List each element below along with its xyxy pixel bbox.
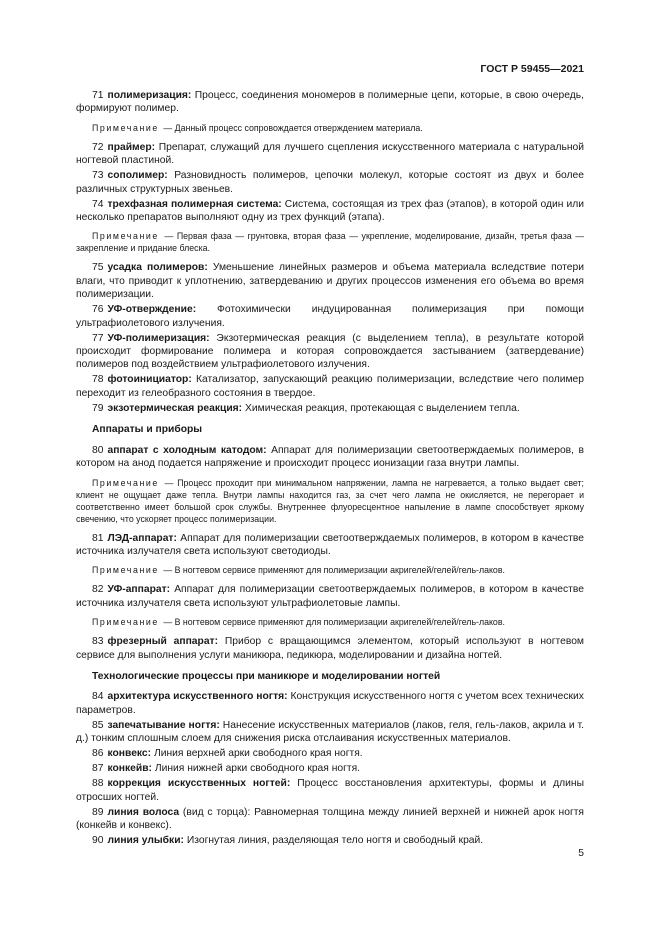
- term-number: 85: [92, 719, 104, 731]
- note-label: Примечание: [92, 477, 159, 488]
- term-name: усадка полимеров:: [107, 262, 208, 274]
- term-number: 71: [92, 90, 104, 101]
- term-name: УФ-полимеризация:: [107, 332, 210, 344]
- term-definition: Процесс восстановления архитектуры, формы и длины отросших ногтей.: [76, 778, 584, 803]
- note: [76, 616, 584, 628]
- term-entry: [76, 635, 584, 662]
- term-number: 83: [92, 636, 104, 648]
- note: [76, 230, 584, 254]
- term-entry: [76, 402, 584, 415]
- term-definition: Линия нижней арки свободного края ногтя.: [154, 763, 361, 775]
- note-text: — В ногтевом сервисе применяют для полимеризации акригелей/гелей/гель-лаков.: [163, 617, 505, 628]
- term-definition: Изогнутая линия, разделяющая тело ногтя и свободный край.: [186, 834, 484, 846]
- term-entry: [76, 198, 584, 225]
- term-entry: [76, 583, 584, 610]
- term-name: запечатывание ногтя:: [107, 719, 220, 731]
- section-heading: Аппараты и приборы: [92, 424, 203, 436]
- term-entry: [76, 834, 584, 847]
- term-entry: [76, 303, 584, 330]
- note-text: — В ногтевом сервисе применяют для полимеризации акригелей/гелей/гель-лаков.: [163, 565, 505, 576]
- term-definition: (вид с торца): Равномерная толщина между линией верхней и нижней арок ногтя (конкейв и конвекс).: [76, 806, 584, 831]
- term-name: трехфазная полимерная система:: [107, 198, 282, 210]
- term-number: 81: [92, 532, 104, 544]
- term-definition: Прибор с вращающимся элементом, который используют в ногтевом сервисе для выполнения услуги маникюра, педикюра, моделировании и дизайна ногтей.: [76, 636, 584, 661]
- term-definition: Процесс, соединения мономеров в полимерные цепи, которые, в свою очередь, формируют полимер.: [76, 90, 584, 115]
- note-text: — Первая фаза — грунтовка, вторая фаза — укрепление, моделирование, дизайн, третья фаза — закрепление и придание блеска.: [76, 231, 584, 254]
- term-definition: Аппарат для полимеризации светоотверждаемых полимеров, в котором на анод подается напряжение и происходит процесс ионизации газа внутри лампы.: [76, 444, 584, 470]
- term-number: 77: [92, 332, 104, 344]
- term-number: 90: [92, 834, 104, 846]
- term-number: 80: [92, 444, 104, 456]
- term-entry: [76, 690, 584, 717]
- term-number: 87: [92, 763, 104, 775]
- note: [76, 564, 584, 576]
- term-definition: Конструкция искусственного ногтя с учетом всех технических параметров.: [76, 691, 584, 716]
- term-name: УФ-отверждение:: [107, 304, 197, 316]
- term-name: экзотермическая реакция:: [107, 402, 243, 414]
- term-entry: [76, 444, 584, 471]
- term-name: конвекс:: [107, 748, 152, 760]
- term-name: фрезерный аппарат:: [107, 636, 219, 648]
- term-number: 88: [92, 778, 104, 790]
- note-label: Примечание: [92, 122, 159, 133]
- term-number: 75: [92, 262, 104, 274]
- term-name: ЛЭД-аппарат:: [107, 532, 177, 544]
- term-number: 84: [92, 691, 104, 703]
- page-number: 5: [578, 848, 584, 859]
- term-name: архитектура искусственного ногтя:: [107, 691, 288, 703]
- term-entry: [76, 762, 584, 775]
- term-definition: Разновидность полимеров, цепочки молекул, которые состоят из двух и более различных структурных звеньев.: [76, 170, 584, 195]
- term-entry: [76, 332, 584, 372]
- term-definition: Экзотермическая реакция (с выделением тепла), в результате которой происходит формирование полимера и которая сопровождается застыванием (затвердевание) полимеров под воздействием ультрафиолетового излучения.: [76, 332, 584, 371]
- document-body: [76, 89, 584, 849]
- term-entry: [76, 373, 584, 400]
- term-name: фотоинициатор:: [107, 374, 192, 386]
- term-name: праймер:: [107, 141, 156, 153]
- note-label: Примечание: [92, 231, 159, 242]
- section-heading: Технологические процессы при маникюре и моделировании ногтей: [92, 670, 441, 682]
- term-name: линия улыбки:: [107, 834, 184, 846]
- term-definition: Препарат, служащий для лучшего сцепления искусственного материала с натуральной ногтевой пластиной.: [76, 141, 584, 167]
- note: [76, 477, 584, 525]
- note-label: Примечание: [92, 617, 159, 628]
- term-number: 82: [92, 584, 104, 596]
- term-entry: [76, 141, 584, 168]
- term-entry: [76, 719, 584, 746]
- term-entry: [76, 89, 584, 116]
- term-number: 86: [92, 748, 104, 760]
- term-definition: Линия верхней арки свободного края ногтя.: [153, 748, 363, 760]
- term-entry: [76, 532, 584, 559]
- note-label: Примечание: [92, 565, 159, 576]
- term-definition: Аппарат для полимеризации светоотверждаемых полимеров, в котором в качестве источника излучателя света используют светодиоды.: [76, 532, 584, 557]
- term-number: 73: [92, 170, 104, 182]
- term-definition: Аппарат для полимеризации светоотверждаемых полимеров, в котором в качестве источника излучателя света используют ультрафиолетовые лампы.: [76, 584, 584, 609]
- term-name: линия волоса: [107, 806, 180, 818]
- term-number: 79: [92, 402, 104, 414]
- term-number: 74: [92, 198, 104, 210]
- term-number: 78: [92, 374, 104, 386]
- term-definition: Химическая реакция, протекающая с выделением тепла.: [245, 402, 520, 414]
- term-name: УФ-аппарат:: [107, 584, 171, 596]
- term-definition: Фотохимически индуцированная полимеризация при помощи ультрафиолетового излучения.: [76, 304, 584, 329]
- term-definition: Уменьшение линейных размеров и объема материала вследствие потери влаги, что приводит к уплотнению, затвердеванию и других процессов изменения его объема во время полимеризации.: [76, 262, 584, 301]
- note-text: — Данный процесс сопровождается отверждением материала.: [163, 122, 423, 133]
- term-entry: [76, 169, 584, 196]
- standard-header: ГОСТ Р 59455—2021: [480, 63, 584, 75]
- term-entry: [76, 777, 584, 804]
- note-text: — Процесс проходит при минимальном напряжении, лампа не нагревается, а только выдает свет; клиент не ощущает даже тепла. Внутри лампы находится газ, за счет чего лампа не окисляется, не перегорает и соответственно имеет большой срок службы. Внутреннее флуоресцентное напыление в лампе способствует яркому свечению, что ускоряет процесс полимеризации.: [76, 477, 584, 524]
- term-entry: [76, 806, 584, 833]
- term-number: 89: [92, 806, 104, 818]
- note: [76, 122, 584, 134]
- term-entry: [76, 747, 584, 760]
- term-name: полимеризация:: [107, 90, 192, 101]
- term-number: 72: [92, 141, 104, 153]
- term-number: 76: [92, 304, 104, 316]
- term-name: сополимер:: [107, 170, 168, 182]
- term-definition: Катализатор, запускающий реакцию полимеризации, вследствие чего полимер переходит из гелеобразного состояния в твердое.: [76, 374, 584, 399]
- term-name: аппарат с холодным катодом:: [107, 444, 267, 456]
- term-entry: [76, 261, 584, 301]
- term-definition: Система, состоящая из трех фаз (этапов), в которой один или несколько препаратов выполняют одну из трех функций (этапа).: [76, 198, 584, 224]
- term-definition: Нанесение искусственных материалов (лаков, геля, гель-лаков, акрила и т. д.) тонким сплошным слоем для снижения риска отслаивания искусственных материалов.: [76, 719, 584, 745]
- term-name: конкейв:: [107, 763, 152, 775]
- term-name: коррекция искусственных ногтей:: [107, 778, 291, 790]
